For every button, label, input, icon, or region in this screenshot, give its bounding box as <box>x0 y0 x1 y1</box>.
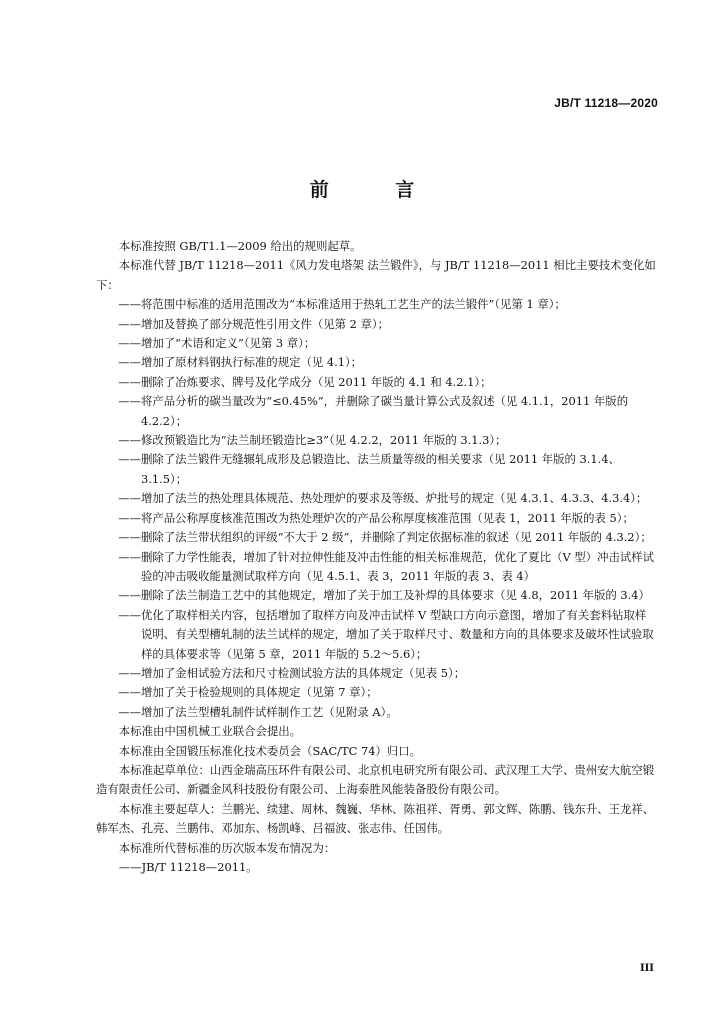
list-item: ——删除了法兰带状组织的评级“不大于 2 级”，并删除了判定依据标准的叙述（见 2011 年版的 4.3.2）； <box>118 530 652 545</box>
foreword-body <box>96 237 656 877</box>
page-number: III <box>639 963 654 974</box>
list-item: ——增加了原材料钢执行标准的规定（见 4.1）； <box>118 355 363 370</box>
paragraph-history: 本标准所代替标准的历次版本发布情况为： <box>118 840 336 855</box>
paragraph-proposer: 本标准由中国机械工业联合会提出。 <box>118 724 302 739</box>
list-item: ——将产品公称厚度核准范围改为热处理炉次的产品公称厚度核准范围（见表 1，2011 年版的表 5）； <box>118 510 634 525</box>
list-item: ——增加了法兰型槽轧制件试样制作工艺（见附录 A）。 <box>118 704 398 719</box>
list-item: ——增加及替换了部分规范性引用文件（见第 2 章）； <box>118 316 389 331</box>
list-item: ——删除了法兰锻件无缝辗轧成形及总锻造比、法兰质量等级的相关要求（见 2011 年版的 3.1.4、3.1.5）； <box>118 452 620 486</box>
list-item: ——删除了法兰制造工艺中的其他规定，增加了关于加工及补焊的具体要求（见 4.8，2011 年版的 3.4） <box>118 588 650 603</box>
changes-list <box>96 295 656 722</box>
list-item: ——将产品分析的碳当量改为“≤0.45%”，并删除了碳当量计算公式及叙述（见 4.1.1，2011 年版的 4.2.2）； <box>118 394 629 428</box>
list-item: ——增加了关于检验规则的具体规定（见第 7 章）； <box>118 685 378 700</box>
list-item: ——修改预锻造比为“法兰制坯锻造比≥3”（见 4.2.2，2011 年版的 3.1.3）； <box>118 433 507 448</box>
list-item: ——删除了冶炼要求、牌号及化学成分（见 2011 年版的 4.1 和 4.2.1）； <box>118 374 492 389</box>
list-item: ——增加了法兰的热处理具体规范、热处理炉的要求及等级、炉批号的规定（见 4.3.1、4.3.3、4.3.4）； <box>118 491 648 506</box>
list-item: ——增加了金相试验方法和尺寸检测试验方法的具体规定（见表 5）； <box>118 665 466 680</box>
paragraph-drafting-units: 本标准起草单位：山西金瑞高压环件有限公司、北京机电研究所有限公司、武汉理工大学、贵州安大航空锻造有限责任公司、新疆金风科技股份有限公司、上海泰胜风能装备股份有限公司。 <box>96 762 655 797</box>
list-item: ——优化了取样相关内容，包括增加了取样方向及冲击试样 V 型缺口方向示意图，增加了有关套料钻取样说明、有关型槽轧制的法兰试样的规定，增加了关于取样尺寸、数量和方向的具体要求及破坏性试验取样的具体要求等（见第 5 章，2011 年版的 5.2～5.6）； <box>118 607 654 661</box>
list-item: ——将范围中标准的适用范围改为“本标准适用于热轧工艺生产的法兰锻件”（见第 1 章）； <box>118 297 566 312</box>
paragraph-replaces: 本标准代替 JB/T 11218—2011《风力发电塔架 法兰锻件》，与 JB/T 11218—2011 相比主要技术变化如下： <box>96 258 656 292</box>
paragraph-history-item: ——JB/T 11218—2011。 <box>118 860 258 874</box>
paragraph-drafting-rule: 本标准按照 GB/T1.1—2009 给出的规则起草。 <box>118 239 362 253</box>
standard-code: JB/T 11218—2020 <box>554 96 658 110</box>
paragraph-committee: 本标准由全国锻压标准化技术委员会（SAC/TC 74）归口。 <box>118 743 422 758</box>
list-item: ——删除了力学性能表，增加了针对拉伸性能及冲击性能的相关标准规范，优化了夏比（V 型）冲击试样试验的冲击吸收能量测试取样方向（见 4.5.1、表 3，2011 年版的表 3、表 4） <box>118 549 655 583</box>
paragraph-drafters: 本标准主要起草人：兰鹏光、续建、周林、魏巍、华林、陈祖祥、胥勇、郭文辉、陈鹏、钱东升、王龙祥、韩军杰、孔亮、兰鹏伟、邓加东、杨凯峰、吕福波、张志伟、任国伟。 <box>96 801 655 836</box>
page-title: 前 言 <box>309 179 445 201</box>
list-item: ——增加了“术语和定义”（见第 3 章）； <box>118 336 316 351</box>
